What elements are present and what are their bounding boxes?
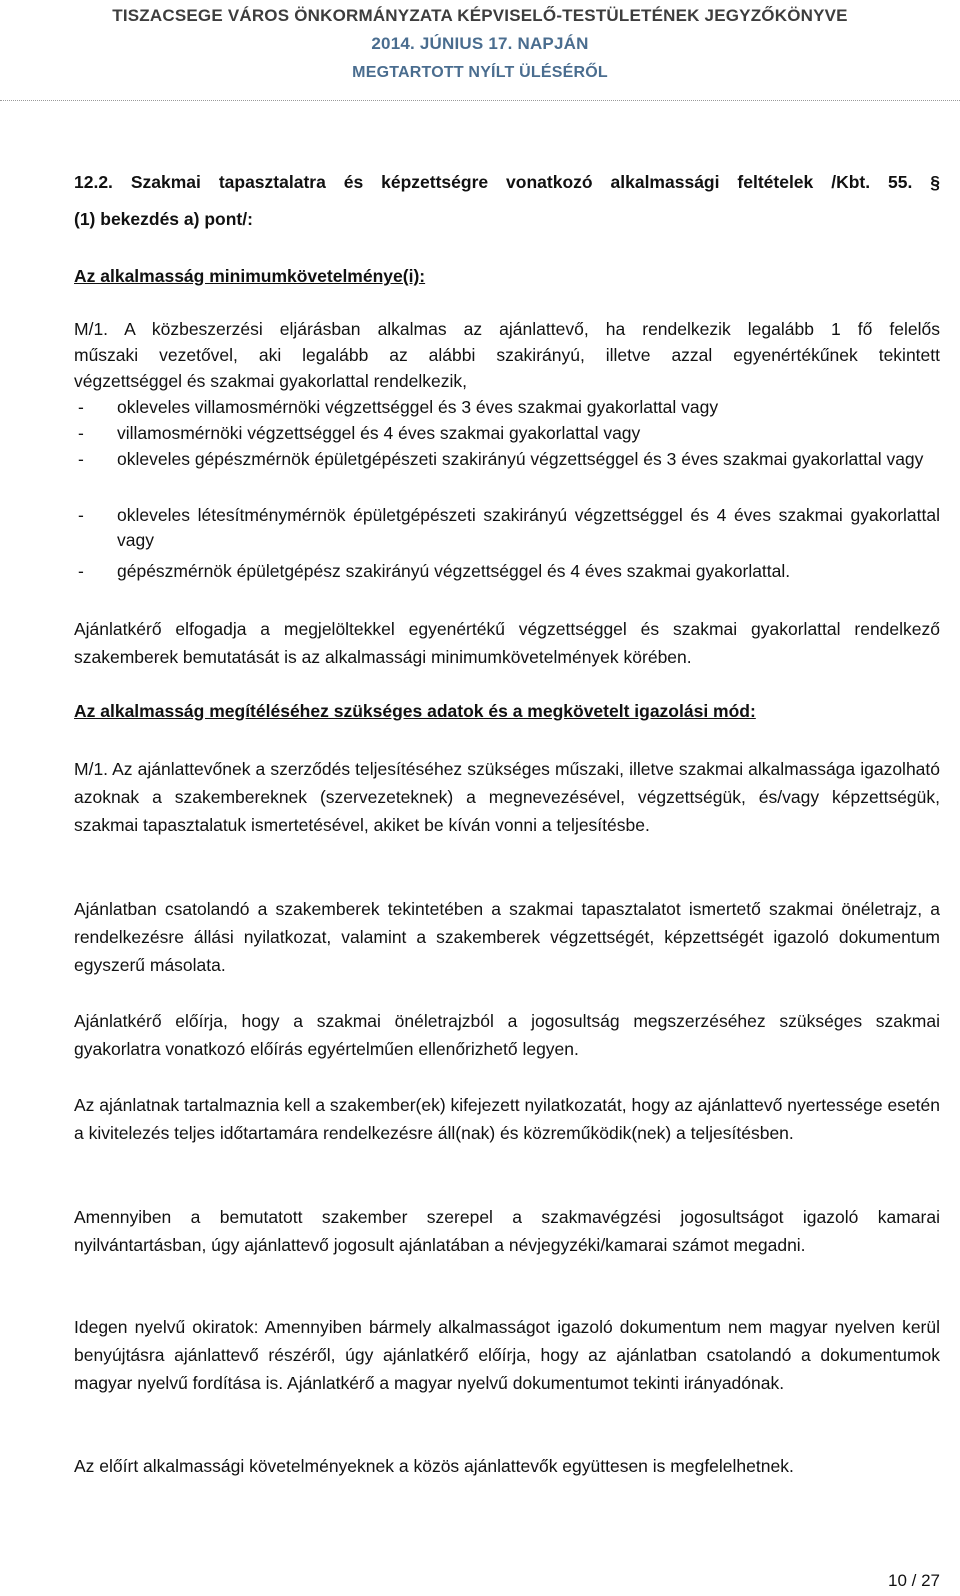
m1-line1: M/1. A közbeszerzési eljárásban alkalmas az ajánlattevő, ha rendelkezik legalább 1 fő felelős (74, 319, 940, 339)
list-item-text: okleveles gépészmérnök épületgépészeti szakirányú végzettséggel és 3 éves szakmai gyakorlattal vagy (117, 449, 924, 469)
verification-heading: Az alkalmasság megítéléséhez szükséges adatok és a megkövetelt igazolási mód: (74, 701, 756, 721)
paragraph-availability: Az ajánlatnak tartalmaznia kell a szakember(ek) kifejezett nyilatkozatát, hogy az ajánlattevő nyertessége esetén a kivitelezés teljes időtartamára rendelkezésre áll(nak) és közreműködik(nek) a teljesítésben. (74, 1095, 940, 1143)
list-bullet: - (78, 505, 84, 525)
section-subheading: Az alkalmasság minimumkövetelménye(i): (74, 266, 426, 286)
section-heading-line2: (1) bekezdés a) pont/: (74, 209, 253, 229)
header-subtitle-line: MEGTARTOTT NYÍLT ÜLÉSÉRŐL (352, 64, 608, 81)
list-bullet: - (78, 561, 84, 581)
list-item-text: villamosmérnöki végzettséggel és 4 éves szakmai gyakorlattal vagy (117, 423, 641, 443)
header-title-line: TISZACSEGE VÁROS ÖNKORMÁNYZATA KÉPVISELŐ-TESTÜLETÉNEK JEGYZŐKÖNYVE (112, 6, 848, 25)
m1-line3: végzettséggel és szakmai gyakorlattal rendelkezik, (74, 371, 467, 391)
page-number: 10 / 27 (888, 1571, 940, 1590)
list-item-text: okleveles villamosmérnöki végzettséggel és 3 éves szakmai gyakorlattal vagy (117, 397, 719, 417)
paragraph-attachments: Ajánlatban csatolandó a szakemberek tekintetében a szakmai tapasztalatot ismertető szakmai önéletrajz, a rendelkezésre állási nyilatkozat, valamint a szakemberek végzettségét, képzettségét igazoló dokumentum egyszerű másolata. (74, 899, 940, 975)
paragraph-foreign-documents: Idegen nyelvű okiratok: Amennyiben bármely alkalmasságot igazoló dokumentum nem magyar nyelven kerül benyújtásra ajánlattevő részéről, úgy ajánlatkérő előírja, hogy az ajánlatban csatolandó a dokumentumok magyar nyelvű fordítása is. Ajánlatkérő a magyar nyelvű dokumentumot tekinti irányadónak. (74, 1317, 940, 1393)
paragraph-m1-verification: M/1. Az ajánlattevőnek a szerződés teljesítéséhez szükséges műszaki, illetve szakmai alkalmassága igazolható azoknak a szakembereknek (szervezeteknek) a megnevezésével, végzettségük, és/vagy képzettségük, szakmai tapasztalatuk ismertetésével, akiket be kíván vonni a teljesítésbe. (74, 759, 940, 835)
list-item-text: gépészmérnök épületgépész szakirányú végzettséggel és 4 éves szakmai gyakorlattal. (117, 561, 791, 581)
header-date-line: 2014. JÚNIUS 17. NAPJÁN (371, 34, 589, 53)
paragraph-cv-requirement: Ajánlatkérő előírja, hogy a szakmai önéletrajzból a jogosultság megszerzéséhez szükséges szakmai gyakorlatra vonatkozó előírás egyértelműen ellenőrizhető legyen. (74, 1011, 940, 1059)
paragraph-equivalence: Ajánlatkérő elfogadja a megjelöltekkel egyenértékű végzettséggel és szakmai gyakorlattal rendelkező szakemberek bemutatását is az alkalmassági minimumkövetelmények körében. (74, 619, 940, 667)
list-bullet: - (78, 449, 84, 469)
list-item-text: okleveles létesítménymérnök épületgépészeti szakirányú végzettséggel és 4 éves szakmai gyakorlattal vagy (117, 505, 940, 550)
list-bullet: - (78, 397, 84, 417)
paragraph-chamber-registry: Amennyiben a bemutatott szakember szerepel a szakmavégzési jogosultságot igazoló kamarai nyilvántartásban, úgy ajánlattevő jogosult ajánlatában a névjegyzéki/kamarai számot megadni. (74, 1207, 940, 1255)
list-bullet: - (78, 423, 84, 443)
m1-line2: műszaki vezetővel, aki legalább az alábbi szakirányú, illetve azzal egyenértékűnek tekintett (74, 345, 940, 365)
section-heading-line1: 12.2. Szakmai tapasztalatra és képzettségre vonatkozó alkalmassági feltételek /Kbt. 55. § (74, 172, 940, 192)
paragraph-joint-bidders: Az előírt alkalmassági követelményeknek a közös ajánlattevők együttesen is megfelelhetnek. (74, 1456, 794, 1476)
header-divider (0, 100, 960, 101)
